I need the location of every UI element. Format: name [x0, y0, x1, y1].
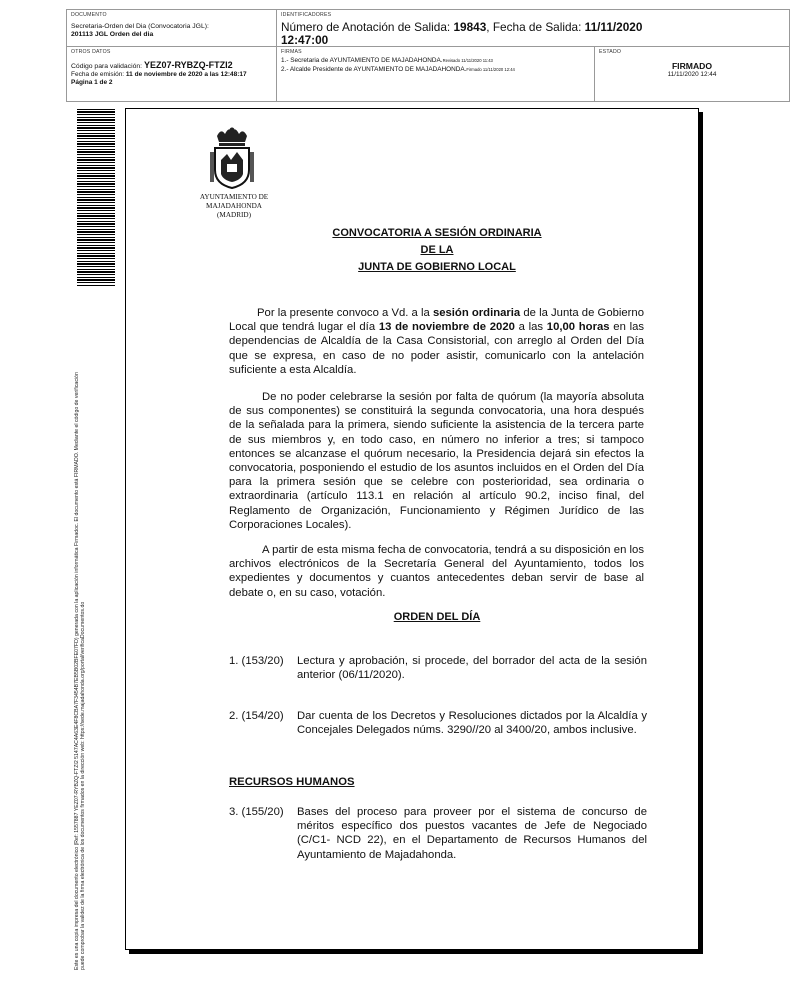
paragraph-archivos: A partir de esta misma fecha de convocatoria, tendrá a su disposición en los archivos electrónicos de la Secretaría General del Ayuntamiento, todos los expedientes y documentos y cuantos antecedentes deban servir de base al debate o, en su caso, votación. — [229, 544, 644, 599]
fecha-value: 11/11/2020 — [584, 20, 643, 34]
document-title — [228, 227, 646, 273]
agenda-item-number: 2. (154/20) — [229, 710, 284, 722]
signature-header — [66, 9, 790, 102]
orden-del-dia-title — [228, 611, 646, 623]
section-heading: RECURSOS HUMANOS — [229, 776, 355, 788]
barcode-image — [77, 109, 115, 287]
ident-label: IDENTIFICADORES — [281, 12, 332, 18]
fecha-emision — [71, 71, 272, 78]
emision-prefix: Fecha de emisión: — [71, 71, 126, 78]
otros-datos-cell — [67, 47, 277, 101]
p1-e: a las — [514, 321, 547, 334]
logo-line1: AYUNTAMIENTO DE — [199, 193, 269, 201]
agenda-item-text: Lectura y aprobación, si procede, del borrador del acta de la sesión anterior (06/11/2020). — [297, 655, 647, 682]
firmas-label: FIRMAS — [281, 49, 302, 55]
firmas-cell — [277, 47, 595, 101]
page-count: Página 1 de 2 — [71, 79, 113, 86]
identificadores-cell — [277, 10, 789, 47]
p1-g: en las dependencias de Alcaldía de la Casa Consistorial, con arreglo al Orden del Día que se expresa, en caso de no poder asistir, comunicarlo con la antelación suficiente a esta Alcaldía. — [229, 321, 645, 376]
p1-f: 10,00 horas — [546, 321, 610, 334]
documento-label: DOCUMENTO — [71, 12, 107, 18]
p1-c: de la Junta de Gobierno Local que tendrá lugar el día — [229, 307, 644, 334]
otros-label: OTROS DATOS — [71, 49, 111, 55]
agenda-item-text: Bases del proceso para proveer por el sistema de concurso de méritos específico dos puestos vacantes de Jefe de Negociado (C/C1- NCD 22), en el Departamento de Recursos Humanos del Ayuntamiento de Majadahonda. — [297, 806, 647, 861]
estado-date: 11/11/2020 12:44 — [667, 71, 717, 78]
margin-line2: puede comprobar la validez de la firma electrónica de los documentos firmados en la dirección web: https://sede.majadahonda.org/portal/verificaDocumentos.do — [80, 601, 86, 970]
margin-line1: Este es una copia impresa del documento electrónico (Ref: 1557887 YEZ07-RYBZQ-FTZI2 5147AC4A63E4F8CBA7F3454B7EB5B02BFE07FD) generada con la aplicación informática Firmadoc. El documento está FIRMADO. Mediante el código de verificación — [74, 372, 80, 970]
firma2-text: 2.- Alcalde Presidente de AYUNTAMIENTO DE MAJADAHONDA. — [281, 66, 467, 73]
logo-line2: MAJADAHONDA — [206, 202, 262, 210]
verification-margin-text — [74, 372, 86, 970]
title-line1: CONVOCATORIA A SESIÓN ORDINARIA — [332, 227, 542, 239]
codigo-validacion — [71, 60, 272, 70]
agenda-item-number: 1. (153/20) — [229, 655, 284, 667]
p1-b: sesión ordinaria — [432, 307, 521, 319]
num-value: 19843 — [453, 20, 487, 34]
firma1-date: Revisado 11/11/2020 11:43 — [442, 58, 493, 63]
hora-value: 12:47:00 — [281, 33, 329, 47]
coat-of-arms-icon — [207, 126, 257, 190]
title-line3: JUNTA DE GOBIERNO LOCAL — [358, 261, 516, 273]
codigo-prefix: Código para validación: — [71, 63, 144, 70]
logo-line3: (MADRID) — [217, 211, 251, 219]
orden-title-text: ORDEN DEL DÍA — [393, 611, 481, 623]
num-prefix: Número de Anotación de Salida: — [281, 20, 454, 34]
anotacion-salida — [281, 21, 785, 47]
document-cell — [67, 10, 277, 47]
agenda-item-number: 3. (155/20) — [229, 806, 284, 818]
title-line2: DE LA — [420, 244, 454, 256]
firma1-text: 1.- Secretaria de AYUNTAMIENTO DE MAJADAHONDA. — [281, 57, 443, 64]
paragraph-quorum: De no poder celebrarse la sesión por falta de quórum (la mayoría absoluta de sus componentes) se constituirá la segunda convocatoria, una hora después de la señalada para la primera, siendo suficiente la asistencia de la tercera parte de sus miembros y, en todo caso, en número no inferior a tres; si tampoco entonces se alcanzase el quórum necesario, la Presidencia dejará sin efectos la convocatoria, posponiendo el estudio de los asuntos incluidos en el Orden del Día para la primera sesión que se celebre con posterioridad, sea ordinaria o extraordinaria (artículo 113.1 en relación al artículo 90.2, inciso final, del Reglamento de Organización, Funcionamiento y Régimen Jurídico de las Corporaciones Locales). — [229, 391, 644, 531]
documento-line1: Secretaria-Orden del Dia (Convocatoria JGL): — [71, 23, 209, 30]
codigo-value: YEZ07-RYBZQ-FTZI2 — [143, 60, 233, 70]
p1-d: 13 de noviembre de 2020 — [378, 321, 515, 334]
p1-a: Por la presente convoco a Vd. a la — [257, 307, 433, 319]
paragraph-convocatoria — [229, 306, 644, 377]
firma-2 — [281, 66, 590, 73]
agenda-item-text: Dar cuenta de los Decretos y Resoluciones dictados por la Alcaldía y Concejales Delegados núms. 3290//20 al 3400/20, ambos inclusive. — [297, 710, 647, 737]
logo-caption — [190, 193, 278, 220]
documento-line2: 201113 JGL Orden del dia — [71, 31, 154, 38]
estado-value: FIRMADO — [671, 61, 713, 71]
estado-cell — [595, 47, 789, 101]
emision-value: 11 de noviembre de 2020 a las 12:48:17 — [125, 71, 247, 78]
fecha-prefix: , Fecha de Salida: — [486, 20, 585, 34]
estado-label: ESTADO — [599, 49, 622, 55]
firma2-date: Firmado 11/11/2020 12:44 — [466, 67, 515, 72]
firma-1 — [281, 57, 590, 64]
